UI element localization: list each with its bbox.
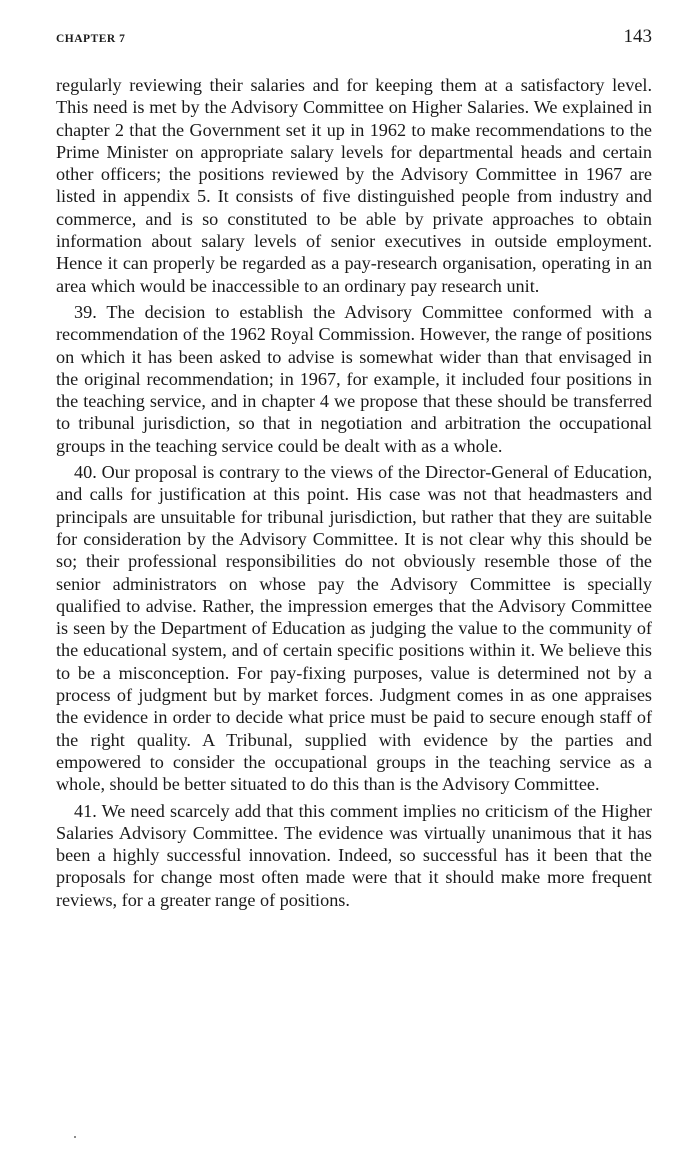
- page-number: 143: [623, 26, 652, 47]
- scan-speck: [74, 1136, 76, 1138]
- chapter-label: CHAPTER 7: [56, 33, 126, 45]
- running-head: [56, 26, 652, 66]
- paragraph-40: 40. Our proposal is contrary to the views of the Director-General of Education, and calls for justification at this point. His case was not that headmasters and principals are unsuitable for tribunal jurisdiction, but rather that they are suitable for consideration by the Advisory Committee. It is not clear why this should be so; their professional responsibilities do not obviously resemble those of the senior administrators on whose pay the Advisory Committee is specially qualified to advise. Rather, the impression emerges that the Advisory Committee is seen by the Department of Education as judging the value to the community of the educational system, and of certain specific positions within it. We believe this to be a misconception. For pay-fixing purposes, value is determined not by a process of judgment but by market forces. Judgment comes in as one appraises the evidence in order to decide what price must be paid to secure enough staff of the right quality. A Tribunal, supplied with evidence by the parties and empowered to consider the occupational groups in the teaching service as a whole, should be better situated to do this than is the Advisory Committee.: [56, 462, 652, 795]
- body-text: [56, 74, 652, 911]
- paragraph-39: 39. The decision to establish the Advisory Committee conformed with a recommendation of the 1962 Royal Commission. However, the range of positions on which it has been asked to advise is somewhat wider than that envisaged in the original recommendation; in 1967, for example, it included four positions in the teaching service, and in chapter 4 we propose that these should be transferred to tribunal jurisdiction, so that in negotiation and arbitration the occupational groups in the teaching service could be dealt with as a whole.: [56, 301, 652, 456]
- paragraph-41: 41. We need scarcely add that this comment implies no criticism of the Higher Salaries Advisory Committee. The evidence was virtually unanimous that it has been a highly successful innovation. Indeed, so successful has it been that the proposals for change most often made were that it should make more frequent reviews, for a greater range of positions.: [56, 800, 652, 910]
- paragraph-continuation: regularly reviewing their salaries and for keeping them at a satisfactory level. This need is met by the Advisory Committee on Higher Salaries. We explained in chapter 2 that the Government set it up in 1962 to make recommendations to the Prime Minister on appropriate salary levels for departmental heads and certain other officers; the positions reviewed by the Advisory Committee in 1967 are listed in appendix 5. It consists of five distinguished people from industry and commerce, and is so constituted to be able by private approaches to obtain information about salary levels of senior executives in outside employment. Hence it can properly be regarded as a pay-research organisation, operating in an area which would be inaccessible to an ordinary pay research unit.: [56, 75, 652, 296]
